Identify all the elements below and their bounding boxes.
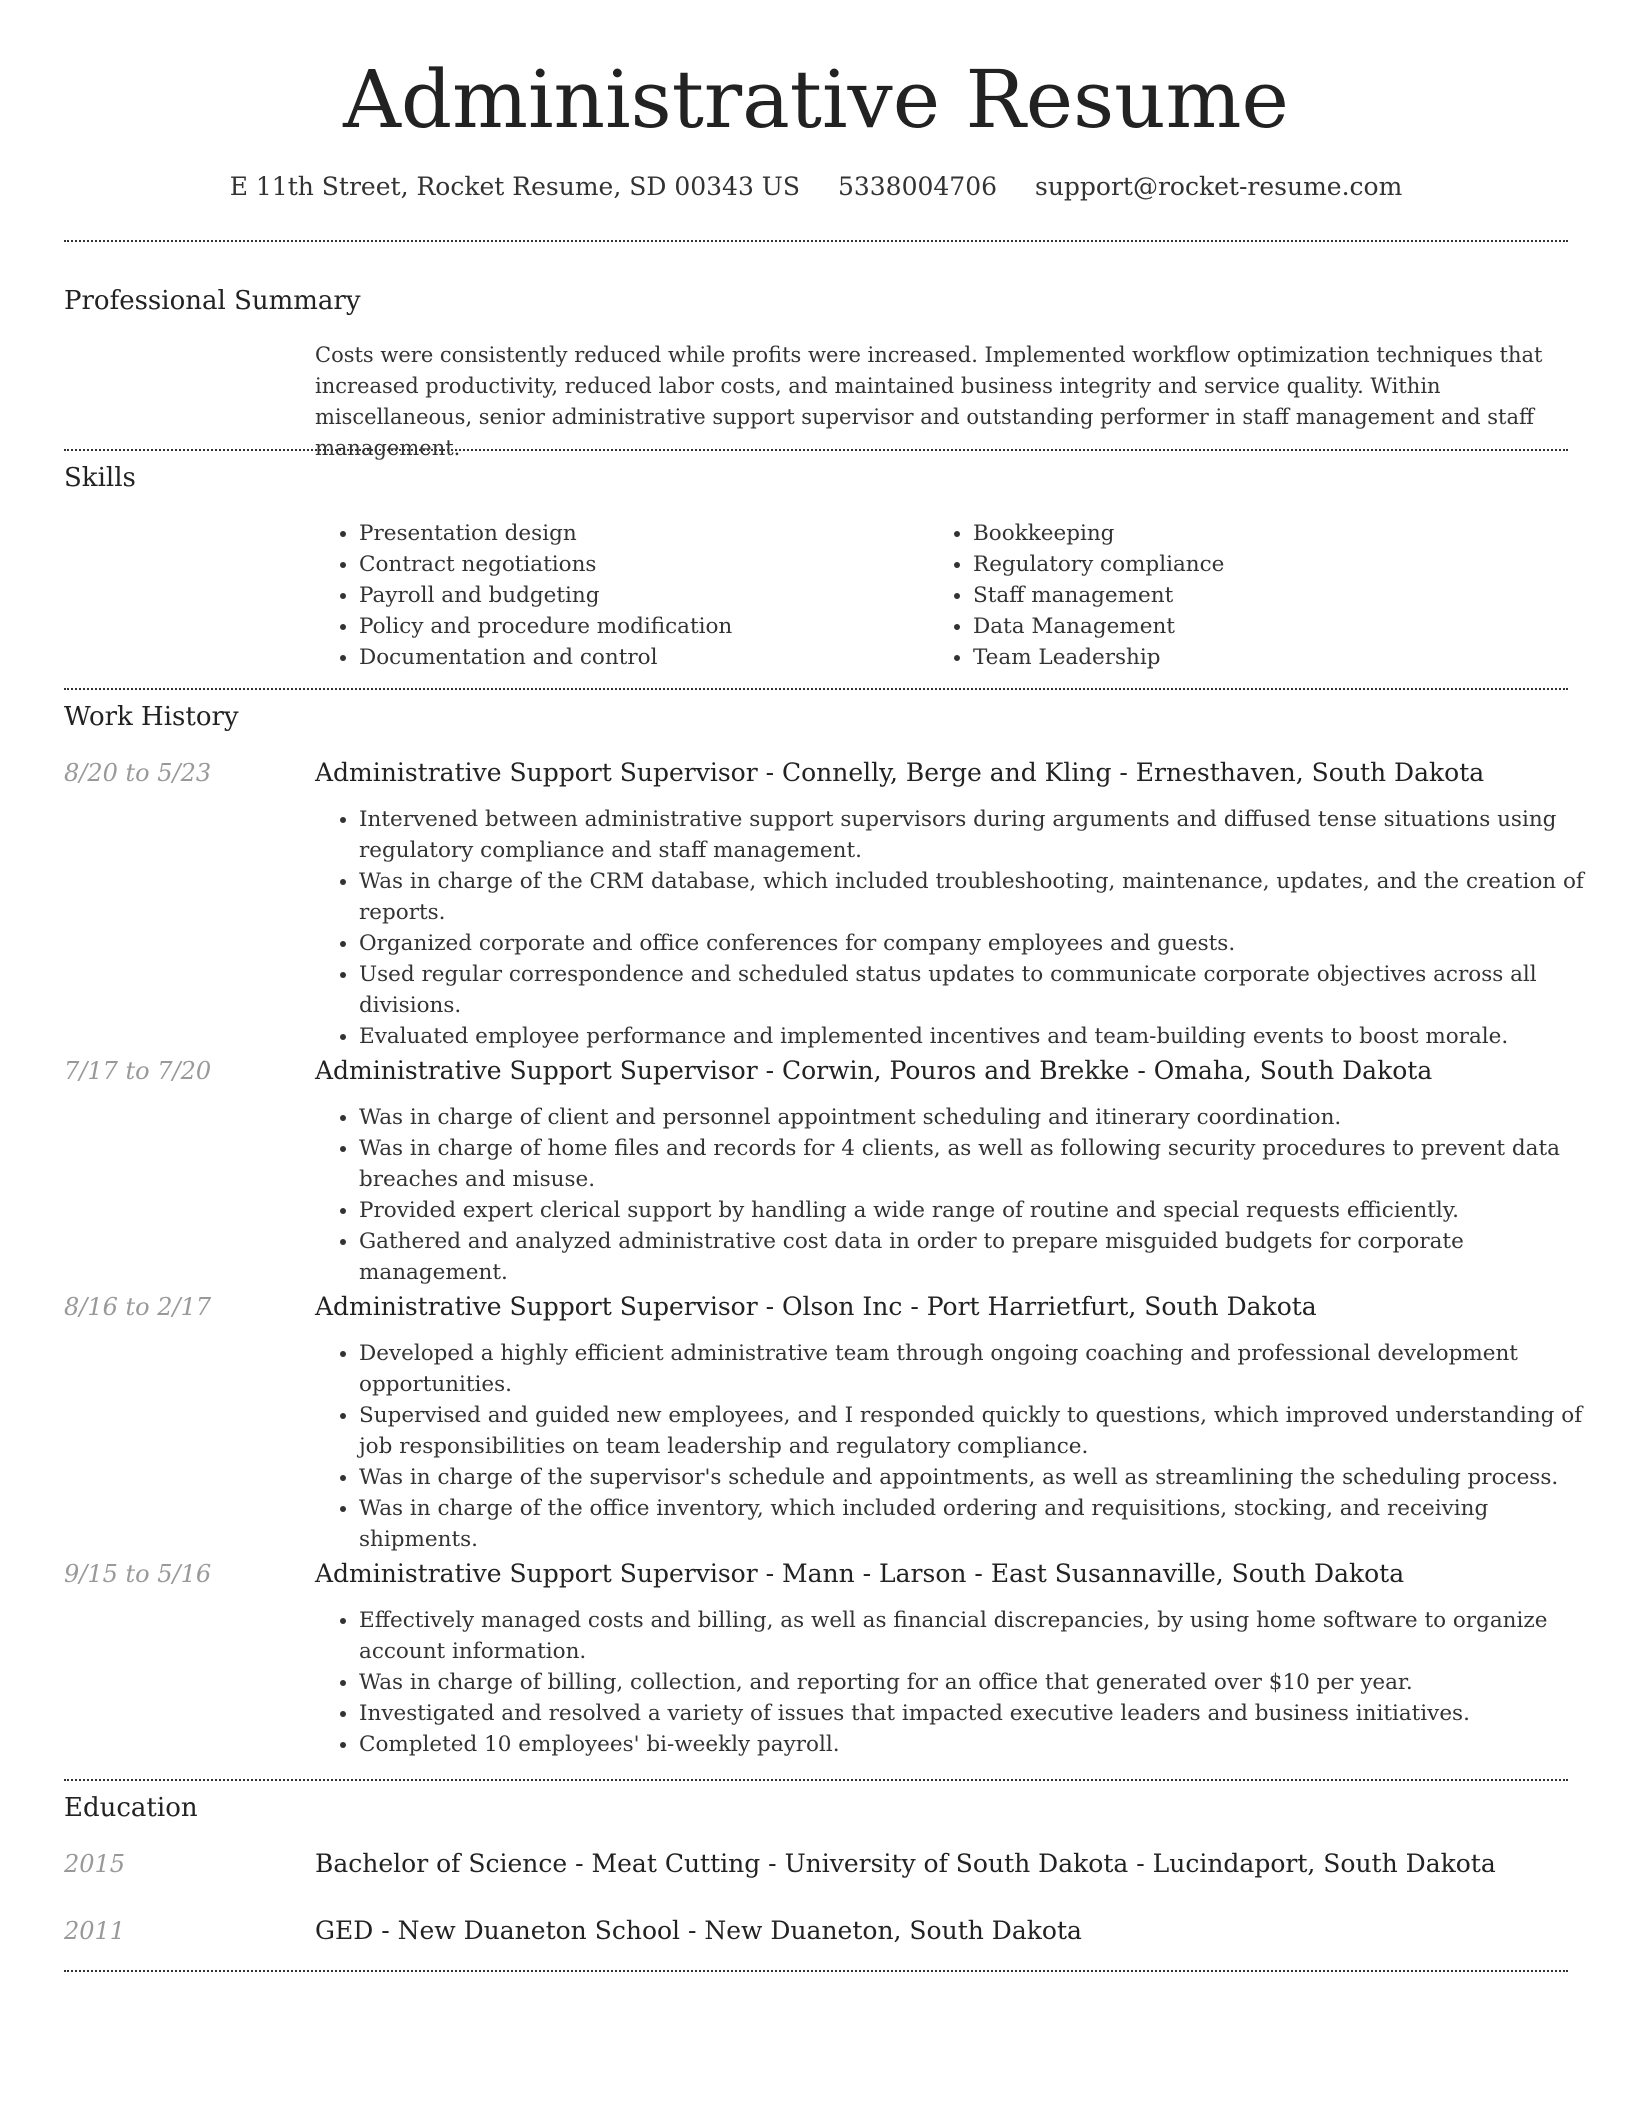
resume-title: Administrative Resume — [343, 53, 1289, 146]
section-heading-education: Education — [64, 1793, 198, 1823]
skills-list — [315, 518, 1560, 673]
job-date: 7/17 to 7/20 — [64, 1057, 212, 1085]
job-bullets — [315, 1605, 1612, 1760]
job-bullets — [315, 804, 1612, 1052]
job-title: Administrative Support Supervisor - Corwin, Pouros and Brekke - Omaha, South Dakota — [315, 1056, 1433, 1085]
job-date: 8/20 to 5/23 — [64, 759, 212, 787]
job-bullet: • Organized corporate and office conferences for company employees and guests. — [359, 928, 1612, 959]
job-date: 8/16 to 2/17 — [64, 1293, 212, 1321]
skill-item: • Policy and procedure modification — [359, 611, 929, 642]
summary-text: Costs were consistently reduced while profits were increased. Implemented workflow optimization techniques that increased productivity, reduced labor costs, and maintained business integrity and service quality. Within miscellaneous, senior administrative support supervisor and outstanding performer in staff management and staff management. — [315, 343, 1543, 460]
education-text: GED - New Duaneton School - New Duaneton, South Dakota — [315, 1916, 1082, 1945]
job-title: Administrative Support Supervisor - Connelly, Berge and Kling - Ernesthaven, South Dakota — [315, 758, 1485, 787]
divider — [64, 688, 1568, 690]
divider — [64, 240, 1568, 242]
divider — [64, 1779, 1568, 1781]
skill-item: • Staff management — [973, 580, 1224, 611]
job-bullet: • Used regular correspondence and scheduled status updates to communicate corporate objectives across all divisions. — [359, 959, 1612, 1021]
job-bullet: • Completed 10 employees' bi-weekly payroll. — [359, 1729, 1612, 1760]
contact-line — [0, 170, 1632, 204]
skill-item: • Contract negotiations — [359, 549, 929, 580]
job-bullet: • Was in charge of home files and records for 4 clients, as well as following security procedures to prevent data breaches and misuse. — [359, 1133, 1612, 1195]
job-bullet: • Was in charge of billing, collection, and reporting for an office that generated over $10 per year. — [359, 1667, 1612, 1698]
job-bullet: • Supervised and guided new employees, and I responded quickly to questions, which improved understanding of job responsibilities on team leadership and regulatory compliance. — [359, 1400, 1612, 1462]
contact-phone: 5338004706 — [837, 172, 998, 201]
skill-item: • Presentation design — [359, 518, 929, 549]
section-heading-skills: Skills — [64, 463, 136, 493]
skills-column-right — [929, 518, 1224, 673]
education-year: 2015 — [64, 1850, 126, 1878]
job-bullets — [315, 1338, 1612, 1555]
job-title: Administrative Support Supervisor - Olson Inc - Port Harrietfurt, South Dakota — [315, 1292, 1317, 1321]
skill-item: • Documentation and control — [359, 642, 929, 673]
job-bullet: • Was in charge of client and personnel appointment scheduling and itinerary coordination. — [359, 1102, 1612, 1133]
section-heading-work: Work History — [64, 702, 239, 732]
skill-item: • Bookkeeping — [973, 518, 1224, 549]
divider — [64, 449, 1568, 451]
job-bullet: • Effectively managed costs and billing, as well as financial discrepancies, by using home software to organize account information. — [359, 1605, 1612, 1667]
divider — [64, 1970, 1568, 1972]
job-bullet: • Was in charge of the supervisor's schedule and appointments, as well as streamlining the scheduling process. — [359, 1462, 1612, 1493]
job-bullet: • Investigated and resolved a variety of issues that impacted executive leaders and business initiatives. — [359, 1698, 1612, 1729]
education-text: Bachelor of Science - Meat Cutting - University of South Dakota - Lucindaport, South Dakota — [315, 1849, 1496, 1878]
contact-email: support@rocket-resume.com — [1034, 172, 1403, 201]
job-bullet: • Provided expert clerical support by handling a wide range of routine and special requests efficiently. — [359, 1195, 1612, 1226]
education-year: 2011 — [64, 1917, 126, 1945]
job-bullet: • Was in charge of the office inventory, which included ordering and requisitions, stocking, and receiving shipments. — [359, 1493, 1612, 1555]
job-bullets — [315, 1102, 1612, 1288]
job-bullet: • Was in charge of the CRM database, which included troubleshooting, maintenance, updates, and the creation of reports. — [359, 866, 1612, 928]
job-date: 9/15 to 5/16 — [64, 1560, 212, 1588]
skill-item: • Payroll and budgeting — [359, 580, 929, 611]
skill-item: • Team Leadership — [973, 642, 1224, 673]
skill-item: • Data Management — [973, 611, 1224, 642]
job-bullet: • Intervened between administrative support supervisors during arguments and diffused tense situations using regulatory compliance and staff management. — [359, 804, 1612, 866]
job-bullet: • Developed a highly efficient administrative team through ongoing coaching and professional development opportunities. — [359, 1338, 1612, 1400]
skill-item: • Regulatory compliance — [973, 549, 1224, 580]
contact-address: E 11th Street, Rocket Resume, SD 00343 US — [229, 172, 801, 201]
job-bullet: • Gathered and analyzed administrative cost data in order to prepare misguided budgets for corporate management. — [359, 1226, 1612, 1288]
skills-column-left — [315, 518, 929, 673]
section-heading-summary: Professional Summary — [64, 286, 361, 316]
job-bullet: • Evaluated employee performance and implemented incentives and team-building events to boost morale. — [359, 1021, 1612, 1052]
job-title: Administrative Support Supervisor - Mann - Larson - East Susannaville, South Dakota — [315, 1559, 1405, 1588]
